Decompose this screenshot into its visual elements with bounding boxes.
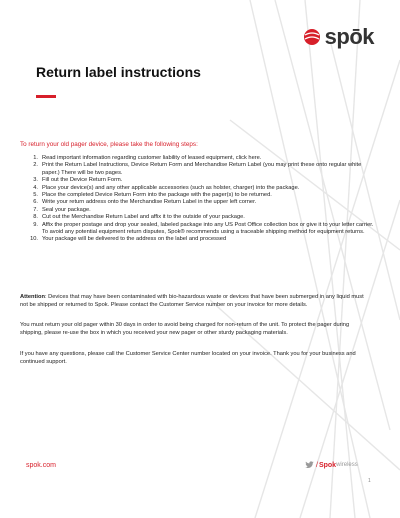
attention-paragraph bbox=[20, 294, 370, 309]
list-item bbox=[20, 222, 375, 237]
list-item bbox=[20, 214, 375, 221]
list-item bbox=[20, 192, 375, 199]
list-item bbox=[20, 162, 375, 177]
step-number: 2. bbox=[33, 162, 38, 169]
step-text: Write your return address onto the Merchandise Return Label in the upper left corner. bbox=[42, 199, 257, 206]
social-brand-bold: Spok bbox=[318, 461, 337, 469]
title-accent-rule bbox=[36, 95, 56, 98]
step-number: 4. bbox=[33, 184, 38, 191]
step-text: Your package will be delivered to the address on the label and processed bbox=[42, 236, 227, 243]
steps-list bbox=[20, 155, 375, 244]
list-item bbox=[20, 207, 375, 214]
step-text: Place the completed Device Return Form into the package with the pager(s) to be returned. bbox=[42, 192, 272, 199]
list-item bbox=[20, 236, 375, 243]
social-slash: / bbox=[316, 461, 318, 469]
return-deadline-paragraph: You must return your old pager within 30 days in order to avoid being charged for non-return of the unit. To protect the pager during shipping, please re-use the box in which you received your new pager or other sturdy packaging materials. bbox=[20, 322, 350, 336]
intro-text: To return your old pager device, please take the following steps: bbox=[20, 141, 198, 148]
list-item bbox=[20, 155, 375, 162]
step-text: Print the Return Label Instructions, Device Return Form and Merchandise Return Label (you may print these onto regular white paper.) There will be two pages. bbox=[42, 162, 362, 176]
footer-website-link[interactable]: spok.com bbox=[26, 462, 56, 469]
spok-red-dot-logo-icon bbox=[302, 27, 322, 47]
step-number: 1. bbox=[33, 155, 38, 161]
twitter-bird-icon bbox=[305, 461, 314, 469]
step-text: Seal your package. bbox=[42, 206, 91, 213]
step-number: 10. bbox=[30, 236, 38, 243]
step-text: Place your device(s) and any other applicable accessories (such as holster, charger) into the package. bbox=[42, 184, 300, 191]
step-number: 6. bbox=[33, 199, 38, 206]
page-number: 1 bbox=[368, 478, 371, 484]
attention-text: : Devices that may have been contaminated with bio-hazardous waste or devices that have been submerged in any liquid must not be shipped or returned to Spok. Please contact the Customer Service number on your invoice for more details. bbox=[20, 294, 364, 308]
step-number: 5. bbox=[33, 192, 38, 199]
step-text: Fill out the Device Return Form. bbox=[42, 177, 123, 184]
questions-paragraph: If you have any questions, please call the Customer Service Center number located on your invoice. Thank you for your business and continued support. bbox=[20, 351, 356, 365]
step-number: 8. bbox=[33, 214, 38, 221]
page-title: Return label instructions bbox=[36, 64, 201, 80]
spok-logo bbox=[302, 26, 374, 48]
step-text: Cut out the Merchandise Return Label and affix it to the outside of your package. bbox=[42, 214, 245, 221]
step-number: 3. bbox=[33, 177, 38, 184]
logo-wordmark: spōk bbox=[324, 24, 374, 49]
footer-social-handle[interactable] bbox=[305, 461, 358, 469]
social-brand-light: wireless bbox=[336, 462, 358, 468]
step-number: 7. bbox=[33, 206, 38, 213]
list-item bbox=[20, 199, 375, 206]
list-item bbox=[20, 177, 375, 184]
step-text: Read important information regarding customer liability of leased equipment, click here. bbox=[42, 155, 262, 161]
step-text: Affix the proper postage and drop your sealed, labeled package into any US Post Office collection box or give it to your letter carrier. To avoid any potential equipment return disputes, Spok® recommends using a traceable shipping method for equipment returns. bbox=[42, 221, 374, 236]
list-item bbox=[20, 185, 375, 192]
attention-label: Attention bbox=[20, 294, 45, 300]
step-number: 9. bbox=[33, 221, 38, 228]
